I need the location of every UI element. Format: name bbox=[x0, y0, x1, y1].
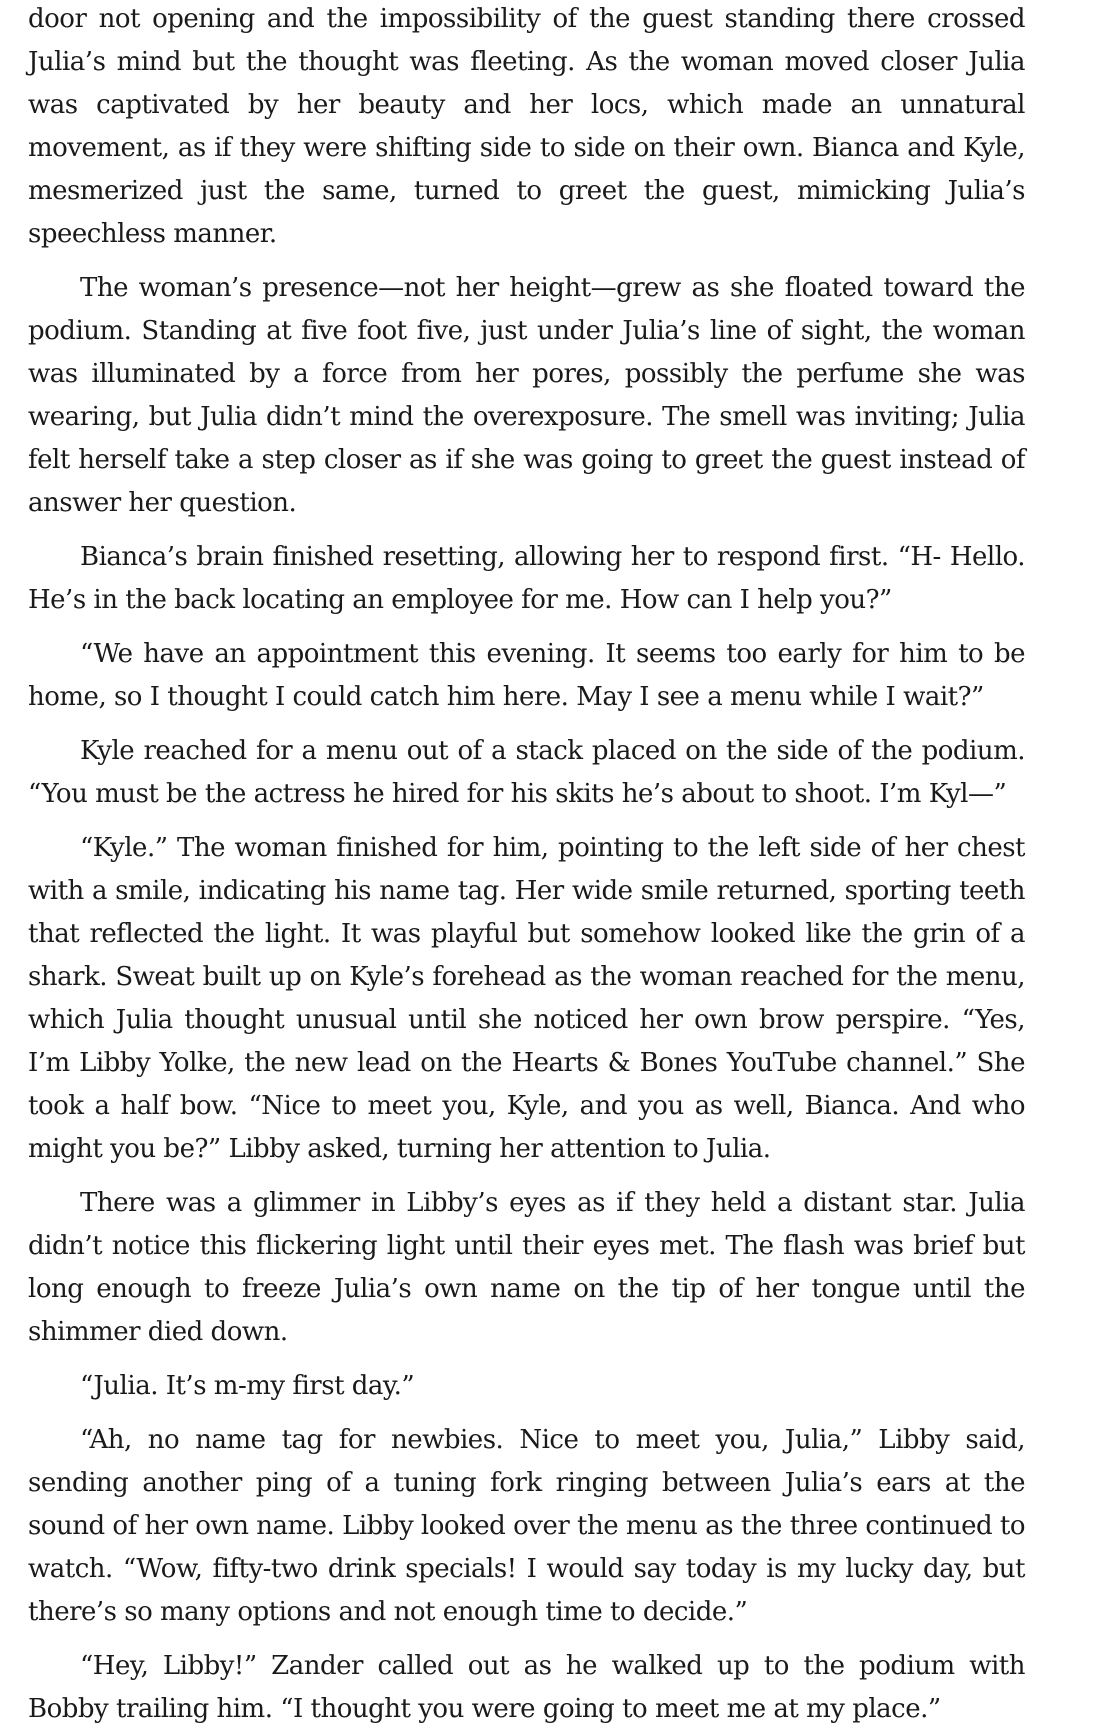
paragraph: Bianca’s brain finished resetting, allowing her to respond first. “H- Hello. He’s in the back locating an employee for me. How can I help you?” bbox=[28, 542, 1025, 615]
paragraph: “Hey, Libby!” Zander called out as he walked up to the podium with Bobby trailing him. “I thought you were going to meet me at my place.” bbox=[28, 1651, 1025, 1724]
paragraph: “We have an appointment this evening. It seems too early for him to be home, so I thought I could catch him here. May I see a menu while I wait?” bbox=[28, 639, 1025, 712]
paragraph: Kyle reached for a menu out of a stack placed on the side of the podium. “You must be the actress he hired for his skits he’s about to shoot. I’m Kyl—” bbox=[28, 736, 1025, 809]
paragraph: There was a glimmer in Libby’s eyes as if they held a distant star. Julia didn’t notice this flickering light until their eyes met. The flash was brief but long enough to freeze Julia’s own name on the tip of her tongue until the shimmer died down. bbox=[28, 1188, 1025, 1347]
paragraph: “Kyle.” The woman finished for him, pointing to the left side of her chest with a smile, indicating his name tag. Her wide smile returned, sporting teeth that reflected the light. It was playful but somehow looked like the grin of a shark. Sweat built up on Kyle’s forehead as the woman reached for the menu, which Julia thought unusual until she noticed her own brow perspire. “Yes, I’m Libby Yolke, the new lead on the Hearts & Bones YouTube channel.” She took a half bow. “Nice to meet you, Kyle, and you as well, Bianca. And who might you be?” Libby asked, turning her attention to Julia. bbox=[28, 833, 1025, 1164]
paragraph-continued: door not opening and the impossibility of the guest standing there crossed Julia’s mind but the thought was fleeting. As the woman moved closer Julia was captivated by her beauty and her locs, which made an unnatural movement, as if they were shifting side to side on their own. Bianca and Kyle, mesmerized just the same, turned to greet the guest, mimicking Julia’s speechless manner. bbox=[28, 4, 1025, 249]
paragraph: “Julia. It’s m-my first day.” bbox=[80, 1371, 415, 1401]
paragraph: “Ah, no name tag for newbies. Nice to meet you, Julia,” Libby said, sending another ping of a tuning fork ringing between Julia’s ears at the sound of her own name. Libby looked over the menu as the three continued to watch. “Wow, fifty-two drink specials! I would say today is my lucky day, but there’s so many options and not enough time to decide.” bbox=[28, 1425, 1025, 1627]
paragraph: The woman’s presence—not her height—grew as she floated toward the podium. Standing at five foot five, just under Julia’s line of sight, the woman was illuminated by a force from her pores, possibly the perfume she was wearing, but Julia didn’t mind the overexposure. The smell was inviting; Julia felt herself take a step closer as if she was going to greet the guest instead of answer her question. bbox=[28, 273, 1025, 518]
